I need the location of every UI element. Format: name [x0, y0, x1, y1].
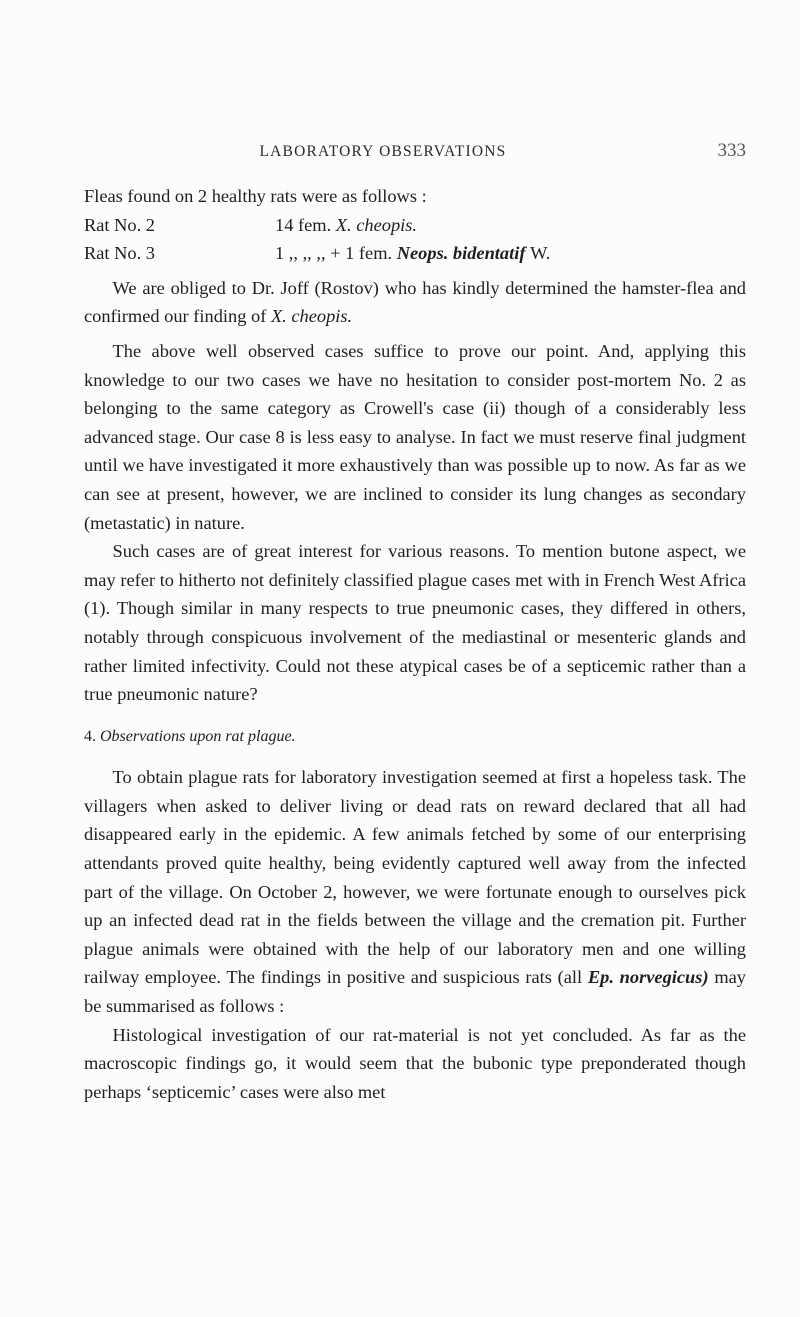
section-number: 4.	[84, 727, 96, 745]
fleas-intro: Fleas found on 2 healthy rats were as follows :	[84, 186, 427, 206]
paragraph-interest: Such cases are of great interest for various reasons. To mention butone aspect, we may refer to hitherto not definitely classified plague cases met with in French West Africa (1). Though similar in many respects to true pneumonic cases, they differed in others, notably through conspicuous involvement of the mediastinal or mesenteric glands and rather limited infectivity. Could not these atypical cases be of a septicemic rather than a true pneumonic nature?	[84, 541, 746, 705]
paragraph-histology: Histological investigation of our rat-material is not yet concluded. As far as the macroscopic findings go, it would seem that the bubonic type preponderated though perhaps ‘septicemic’ cases were also met	[84, 1024, 746, 1102]
page-number: 333	[717, 140, 746, 161]
species-name: Ep. norvegicus)	[587, 967, 709, 988]
section-title: Observations upon rat plague.	[100, 727, 296, 745]
paragraph-cases: The above well observed cases suffice to prove our point. And, applying this knowledge to our two cases we have no hesitation to consider post-mortem No. 2 as belonging to the same category as Crowell's case (ii) though of a considerably less advanced stage. Our case 8 is less easy to analyse. In fact we must reserve final judgment until we have investigated it more exhaustively than was possible up to now. As far as we can see at present, however, we are inclined to consider its lung changes as secondary (metastatic) in nature.	[84, 340, 746, 533]
author-abbrev: W.	[530, 243, 551, 264]
rat-label: Rat No. 2	[84, 214, 156, 235]
species-name: Neops. bidentatif	[396, 243, 526, 264]
flea-row-rat-2	[84, 211, 746, 240]
section-heading	[84, 723, 746, 752]
species-name: X. cheopis.	[335, 214, 418, 235]
species-name: X. cheopis.	[270, 306, 353, 327]
flea-count: 1 ,, ,, ,, + 1 fem.	[275, 243, 393, 264]
flea-count: 14 fem.	[275, 214, 332, 235]
rat-label: Rat No. 3	[84, 243, 156, 264]
body-text	[84, 182, 746, 1106]
running-head: LABORATORY OBSERVATIONS	[259, 143, 507, 160]
paragraph-joff: We are obliged to Dr. Joff (Rostov) who has kindly determined the hamster-flea and confirmed our finding of X. cheopis.	[84, 277, 746, 327]
flea-row-rat-3	[84, 239, 746, 268]
paragraph-rat-plague: To obtain plague rats for laboratory investigation seemed at first a hopeless task. The villagers when asked to deliver living or dead rats on reward declared that all had disappeared early in the epidemic. A few animals fetched by some of our enterprising attendants proved quite healthy, being evidently captured well away from the infected part of the village. On October 2, however, we were fortunate enough to ourselves pick up an infected dead rat in the fields between the village and the cremation pit. Further plague animals were obtained with the help of our laboratory men and one willing railway employee. The findings in positive and suspicious rats (all Ep. norvegicus) may be summarised as follows :	[84, 767, 746, 1017]
